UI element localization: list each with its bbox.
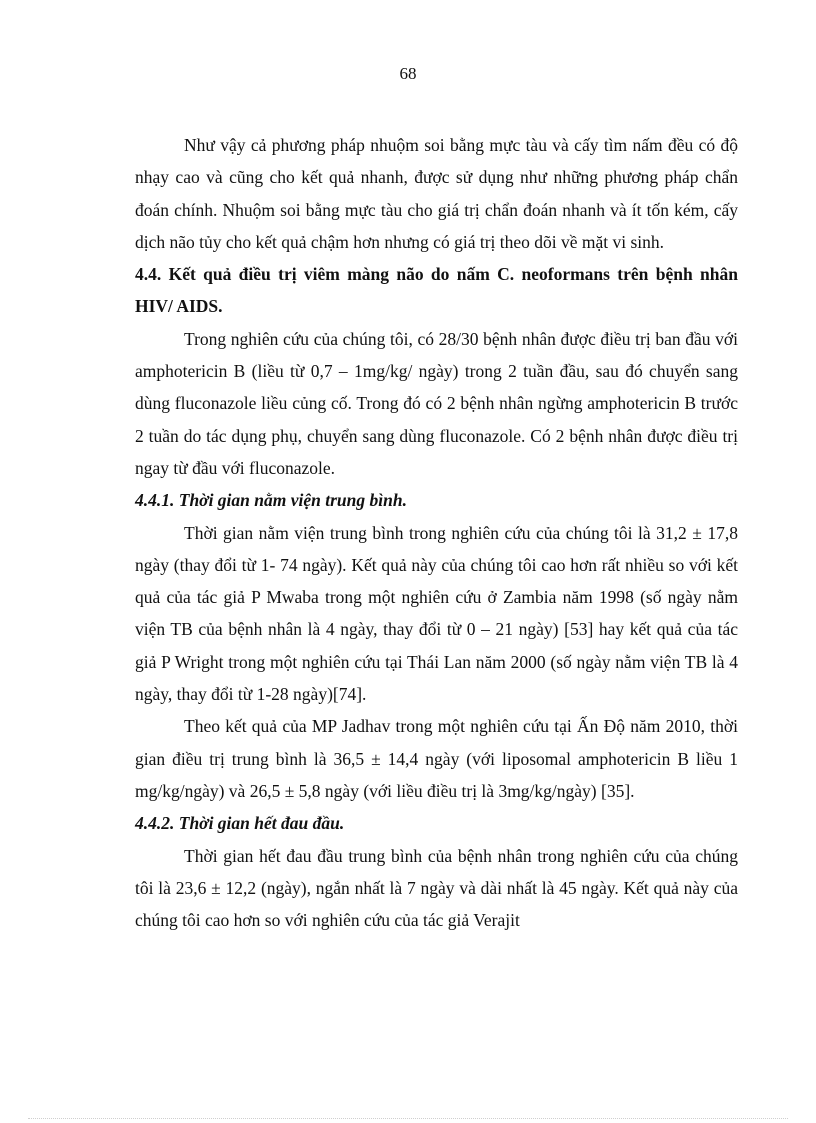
document-body (135, 129, 738, 936)
page-bottom-divider (28, 1118, 788, 1119)
section-heading-4-4: 4.4. Kết quả điều trị viêm màng não do nấm C. neoformans trên bệnh nhân HIV/ AIDS. (135, 264, 738, 317)
subsection-heading-4-4-1: 4.4.1. Thời gian nằm viện trung bình. (135, 490, 407, 511)
paragraph-treatment-regimen: Trong nghiên cứu của chúng tôi, có 28/30 bệnh nhân được điều trị ban đầu với amphotericin B (liều từ 0,7 – 1mg/kg/ ngày) trong 2 tuần đầu, sau đó chuyển sang dùng fluconazole liều củng cố. Trong đó có 2 bệnh nhân ngừng amphotericin B trước 2 tuần do tác dụng phụ, chuyển sang dùng fluconazole. Có 2 bệnh nhân được điều trị ngay từ đầu với fluconazole. (135, 328, 738, 478)
paragraph-jadhav-study: Theo kết quả của MP Jadhav trong một nghiên cứu tại Ấn Độ năm 2010, thời gian điều trị trung bình là 36,5 ± 14,4 ngày (với liposomal amphotericin B liều 1 mg/kg/ngày) và 26,5 ± 5,8 ngày (với liều điều trị là 3mg/kg/ngày) [35]. (135, 716, 738, 801)
subsection-heading-4-4-2: 4.4.2. Thời gian hết đau đầu. (135, 813, 345, 834)
page-number: 68 (399, 64, 417, 83)
paragraph-hospital-stay: Thời gian nằm viện trung bình trong nghiên cứu của chúng tôi là 31,2 ± 17,8 ngày (thay đổi từ 1- 74 ngày). Kết quả này của chúng tôi cao hơn rất nhiều so với kết quả của tác giả P Mwaba trong một nghiên cứu ở Zambia năm 1998 (số ngày nằm viện TB của bệnh nhân là 4 ngày, thay đổi từ 0 – 21 ngày) [53] hay kết quả của tác giả P Wright trong một nghiên cứu tại Thái Lan năm 2000 (số ngày nằm viện TB là 4 ngày, thay đổi từ 1-28 ngày)[74]. (135, 522, 738, 705)
paragraph-diagnosis-methods: Như vậy cả phương pháp nhuộm soi bằng mực tàu và cấy tìm nấm đều có độ nhạy cao và cũng cho kết quả nhanh, được sử dụng như những phương pháp chẩn đoán chính. Nhuộm soi bằng mực tàu cho giá trị chẩn đoán nhanh và ít tốn kém, cấy dịch não tủy cho kết quả chậm hơn nhưng có giá trị theo dõi về mặt vi sinh. (135, 135, 738, 252)
paragraph-headache-resolution: Thời gian hết đau đầu trung bình của bệnh nhân trong nghiên cứu của chúng tôi là 23,6 ± 12,2 (ngày), ngắn nhất là 7 ngày và dài nhất là 45 ngày. Kết quả này của chúng tôi cao hơn so với nghiên cứu của tác giả Verajit (135, 845, 738, 931)
